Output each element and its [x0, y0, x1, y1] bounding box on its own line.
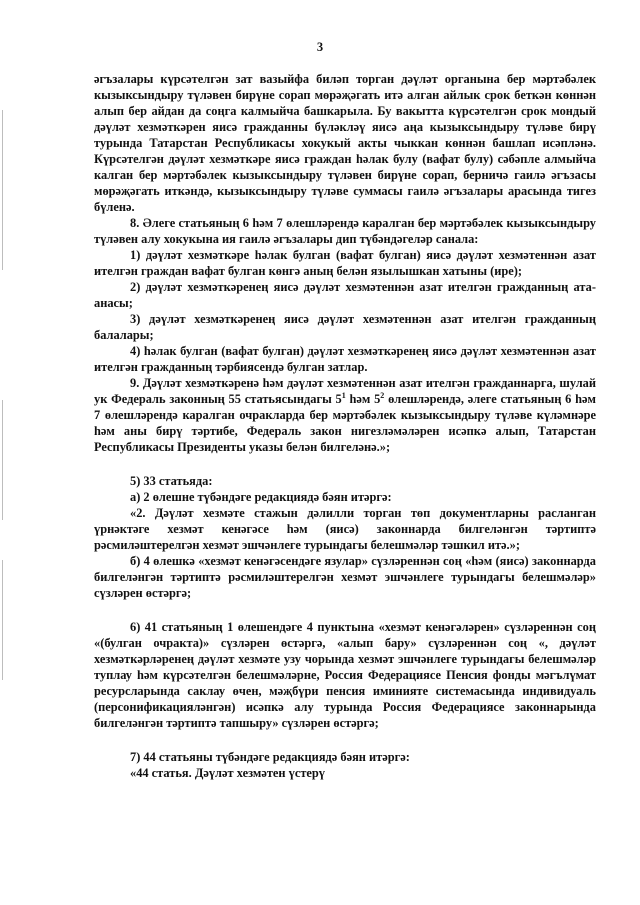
scan-edge-mark — [2, 400, 3, 520]
scan-edge-mark — [2, 110, 3, 270]
page-number: 3 — [316, 40, 324, 54]
paragraph-continuation: əгъзалары күрсәтелгән зат вазыйфа биләп торган дәүләт органына бер мәртәбәлек кызыксындыру түләвен бирүне сорап мөрәҗәгать итә алган айлык срок беткән көннән алып бер айдан да соңга калмыйча башкарыла. Бу вакытта күрсәтелгән срок мондый дәүләт хезмәткәрен яисә гражданны бүләкләү яисә аңа кызыксындыру түләве бирү турында Татарстан Республикасы хокукый акты чыккан көннән башлап исәпләнә. Күрсәтелгән дәүләт хезмәткәре яисә граждан һәлак булу (вафат булу) сәбәпле алмыйча калган бер мәртәбәлек кызыксындыру түләвен бирүне сорап, берничә гаилә әгъзасы мөрәҗәгать иткәндә, кызыксындыру түләве суммасы гаилә әгъзалары арасында тигез бүленә. — [94, 72, 596, 214]
paragraph-item-8: 8. Әлеге статьяның 6 һәм 7 өлешләрендә каралган бер мәртәбәлек кызыксындыру түләвен алу хокукына ия гаилә әгъзалары дип түбәндәгеләр санала: — [94, 216, 596, 246]
spacer — [94, 601, 596, 619]
paragraph-9-part: һәм 5 — [345, 392, 381, 406]
superscript: 1 — [341, 390, 346, 400]
section-5a-quote: «2. Дәүләт хезмәте стажын дәлилли торган төп документларны расланган үрнәктәге хезмәт кенәгәсе һәм (яисә) законнарда билгеләнгән тәртиптә рәсмиләштерелгән хезмәт эшчәнлеге турындагы белешмәләр тәшкил итә.»; — [94, 506, 596, 552]
article-44-title: «44 статья. Дәүләт хезмәтен үстерү — [130, 766, 326, 780]
scan-edge-mark — [2, 560, 3, 680]
section-7: 7) 44 статьяны түбәндәге редакциядә бәян итәргә: — [130, 750, 410, 764]
spacer — [94, 731, 596, 749]
list-item-2: 2) дәүләт хезмәткәренең яисә дәүләт хезмәтеннән азат ителгән гражданның ата-анасы; — [94, 280, 596, 310]
document-body — [94, 71, 596, 781]
section-5a: а) 2 өлешне түбәндәге редакциядә бәян итәргә: — [130, 490, 392, 504]
superscript: 2 — [380, 390, 385, 400]
list-item-4: 4) һәлак булган (вафат булган) дәүләт хезмәткәренең яисә дәүләт хезмәтеннән азат ителгән гражданның тәрбиясендә булган затлар. — [94, 344, 596, 374]
article-44-heading — [94, 765, 596, 781]
list-item-1: 1) дәүләт хезмәткәре һәлак булган (вафат булган) яисә дәүләт хезмәтеннән азат ителгән граждан вафат булган көнгә аның белән язылышкан хатыны (ире); — [94, 248, 596, 278]
section-5-heading: 5) 33 статьяда: — [130, 474, 213, 488]
paragraph-9-part: өлешләрендә, әлеге статьяның 6 һәм 7 өлешләрендә каралган очракларда бер мәртәбәлек кызыксындыру түләве күләмнәре һәм аны бирү тәртибе, Федераль закон нигезләмәләрен исәпкә алып, Татарстан Республикасы Президенты указы белән билгеләнә.»; — [94, 392, 596, 454]
paragraph-9-part: 9. Дәүләт хезмәткәренә һәм дәүләт хезмәтеннән азат ителгән гражданнарга, шулай ук Федераль законның 55 статьясындагы 5 — [94, 376, 596, 406]
paragraph-item-9 — [94, 375, 596, 455]
section-5b: б) 4 өлешкә «хезмәт кенәгәсендәге язулар» сүзләреннән соң «һәм (яисә) законнарда билгеләнгән тәртиптә рәсмиләштерелгән хезмәт эшчәнлеге турындагы белешмәләр» сүзләрен өстәргә; — [94, 554, 596, 600]
spacer — [94, 455, 596, 473]
list-item-3: 3) дәүләт хезмәткәренең яисә дәүләт хезмәтеннән азат ителгән гражданның балалары; — [94, 312, 596, 342]
section-6: 6) 41 статьяның 1 өлешендәге 4 пунктына «хезмәт кенәгәләрен» сүзләреннән соң «(булган очракта)» сүзләрен өстәргә, «алып бару» сүзләреннән соң «, дәүләт хезмәткәрләренең дәүләт хезмәте узу чорында хезмәт эшчәнлеге турындагы белешмәләр туплау һәм күрсәтелгән белешмәләрне, Россия Федерациясе Пенсия фонды мәгълүмат ресурсларында саклау өчен, мәҗбүри пенсия иминияте системасында индивидуаль (персонификацияләнгән) исәпкә алу турында Россия Федерациясе законнарында билгеләнгән тәртиптә тапшыру» сүзләрен өстәргә; — [94, 620, 596, 730]
